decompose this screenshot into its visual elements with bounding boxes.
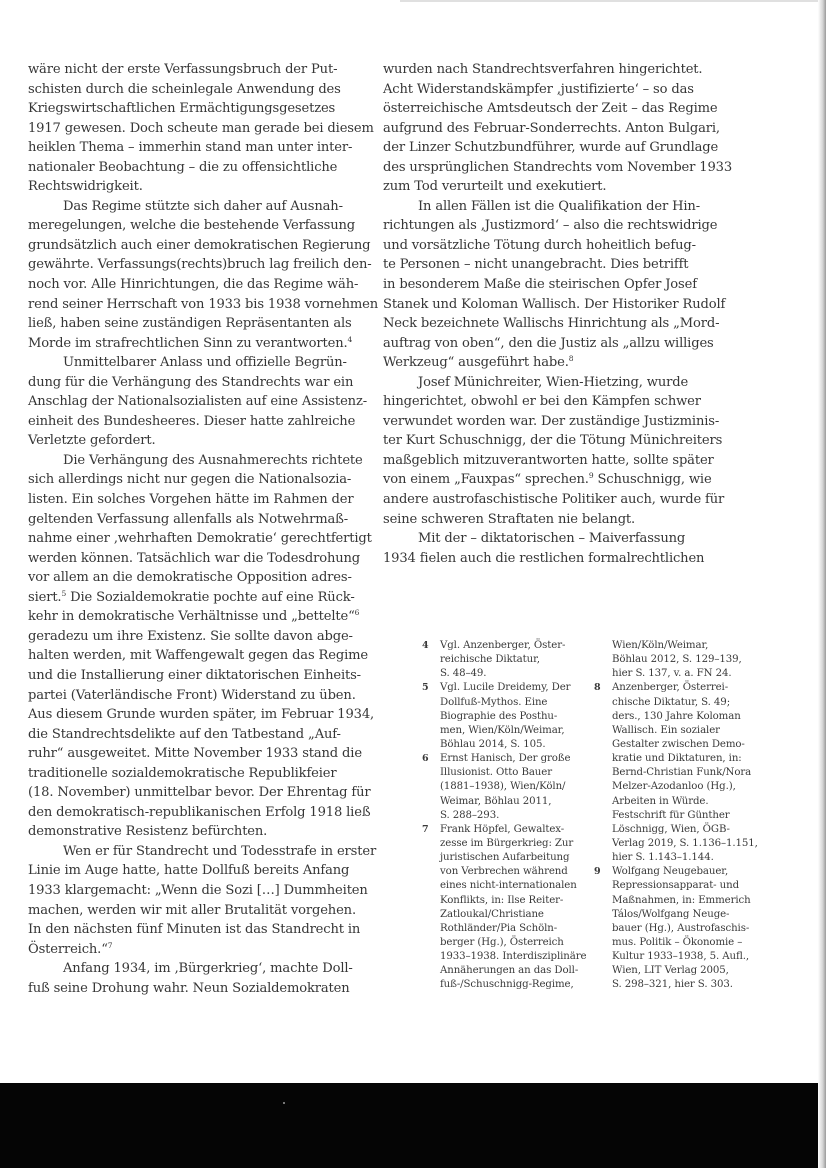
footnote-text: Böhlau 2014, S. 105. xyxy=(440,738,546,750)
text-line: einheit des Bundesheeres. Dieser hatte zahlreiche xyxy=(28,413,356,429)
footnote-line xyxy=(590,908,790,922)
footnote-line xyxy=(418,738,588,752)
footnote-entry xyxy=(590,865,790,992)
text-line: machen, werden wir mit aller Brutalität vorgehen. xyxy=(28,902,356,918)
paragraph xyxy=(28,197,379,353)
footnote-text: Festschrift für Günther xyxy=(612,809,730,821)
footnote-text: Böhlau 2012, S. 129–139, xyxy=(612,654,742,666)
footnote-line xyxy=(590,696,790,710)
footnote-line xyxy=(418,879,588,893)
footnote-line xyxy=(590,710,790,724)
body-text-left-column xyxy=(28,60,379,998)
text-line: Josef Münichreiter, Wien-Hietzing, wurde xyxy=(418,374,689,390)
footnote-line xyxy=(418,865,588,879)
footnote-line xyxy=(418,809,588,823)
text-line: ließ, haben seine zuständigen Repräsentanten als xyxy=(28,316,352,332)
footnote-line xyxy=(418,837,588,851)
text-line: (18. November) unmittelbar bevor. Der Ehrentag für xyxy=(28,785,371,801)
text-line: wurden nach Standrechtsverfahren hingerichtet. xyxy=(383,62,703,77)
footnote-line xyxy=(418,936,588,950)
paragraph xyxy=(383,529,733,568)
text-line: Kriegswirtschaftlichen Ermächtigungsgesetzes xyxy=(28,101,336,117)
footnote-line xyxy=(590,795,790,809)
footnote-line xyxy=(590,922,790,936)
footnote-entry xyxy=(418,681,588,752)
text-line: aufgrund des Februar-Sonderrechts. Anton Bulgari, xyxy=(383,120,720,136)
paragraph xyxy=(383,373,733,529)
text-line: zum Tod verurteilt und exekutiert. xyxy=(383,179,607,195)
text-line: schisten durch die scheinlegale Anwendung des xyxy=(28,81,341,97)
footnote-line xyxy=(418,964,588,978)
footnotes-column-2 xyxy=(590,639,790,993)
text-line: werden können. Tatsächlich war die Todesdrohung xyxy=(28,550,361,566)
text-line: ruhr“ ausgeweitet. Mitte November 1933 stand die xyxy=(28,746,362,762)
footnote-text: von Verbrechen während xyxy=(440,866,568,878)
text-line: Stanek und Koloman Wallisch. Der Historiker Rudolf xyxy=(383,296,726,312)
text-line: fuß seine Drohung wahr. Neun Sozialdemokraten xyxy=(28,980,350,996)
text-line: gewährte. Verfassungs(rechts)bruch lag freilich den- xyxy=(28,257,372,273)
footnote-text: S. 48–49. xyxy=(440,668,487,680)
footnote-line xyxy=(590,809,790,823)
footnote-reference[interactable]: 8 xyxy=(568,354,574,364)
footnote-line xyxy=(418,639,588,653)
text-line: den demokratisch-republikanischen Erfolg 1918 ließ xyxy=(28,804,371,820)
footnote-line xyxy=(590,639,790,653)
footnote-text: mus. Politik – Ökonomie – xyxy=(612,936,743,948)
footnote-text: Kultur 1933–1938, 5. Aufl., xyxy=(612,951,750,963)
footnote-number: 6 xyxy=(422,753,429,765)
text-line: des ursprünglichen Standrechts vom November 1933 xyxy=(383,159,733,175)
text-line: von einem „Fauxpas“ sprechen.$^9$ Schuschnigg, wie xyxy=(383,471,712,488)
body-text-right-column xyxy=(383,60,733,568)
text-line: In den nächsten fünf Minuten ist das Standrecht in xyxy=(28,922,361,938)
footnote-text: Illusionist. Otto Bauer xyxy=(440,767,552,779)
text-line: österreichische Amtsdeutsch der Zeit – das Regime xyxy=(383,101,718,117)
footnote-line xyxy=(418,922,588,936)
text-line: Die Verhängung des Ausnahmerechts richtete xyxy=(63,452,363,468)
footnote-text: Anzenberger, Österrei- xyxy=(612,682,729,694)
footnote-line xyxy=(418,724,588,738)
footnote-text: eines nicht-internationalen xyxy=(440,880,577,892)
footnote-line xyxy=(590,653,790,667)
footnote-line xyxy=(418,752,588,766)
text-line: dung für die Verhängung des Standrechts war ein xyxy=(28,374,354,390)
footnote-line xyxy=(590,766,790,780)
footnote-text: Ernst Hanisch, Der große xyxy=(440,753,571,765)
footnote-text: Rothländer/Pia Schöln- xyxy=(440,922,558,934)
footnote-line xyxy=(590,780,790,794)
footnote-entry xyxy=(418,639,588,681)
footnote-text: kratie und Diktaturen, in: xyxy=(612,753,742,765)
footnote-text: (1881–1938), Wien/Köln/ xyxy=(440,781,566,793)
footnote-text: berger (Hg.), Österreich xyxy=(440,936,564,948)
text-line: Acht Widerstandskämpfer ‚justifizierte‘ – so das xyxy=(383,81,694,97)
paragraph xyxy=(383,197,733,373)
footnote-line xyxy=(418,681,588,695)
footnote-text: Bernd-Christian Funk/Nora xyxy=(612,767,752,779)
text-line: Mit der – diktatorischen – Maiverfassung xyxy=(418,531,686,547)
paragraph xyxy=(28,353,373,451)
text-line: 1933 klargemacht: „Wenn die Sozi […] Dummheiten xyxy=(28,882,368,898)
footnote-line xyxy=(418,653,588,667)
footnote-text: Dollfuß-Mythos. Eine xyxy=(440,696,548,708)
page-right-edge-shadow xyxy=(818,0,826,1168)
paragraph xyxy=(28,451,373,842)
footnote-text: Melzer-Azodanloo (Hg.), xyxy=(612,781,736,793)
footnote-line xyxy=(418,710,588,724)
footnote-text: Gestalter zwischen Demo- xyxy=(612,738,745,750)
footnote-line xyxy=(590,752,790,766)
footnote-text: Tálos/Wolfgang Neuge- xyxy=(612,908,730,920)
footnote-text: Annäherungen an das Doll- xyxy=(440,965,579,977)
text-line: verwundet worden war. Der zuständige Justizminis- xyxy=(383,413,720,429)
footnote-number: 8 xyxy=(594,682,601,694)
footnote-line xyxy=(590,837,790,851)
text-line: In allen Fällen ist die Qualifikation der Hin- xyxy=(418,198,700,214)
text-line: maßgeblich mitzuverantworten hatte, sollte später xyxy=(383,452,714,468)
text-line: sich allerdings nicht nur gegen die Nationalsozia- xyxy=(28,472,352,488)
footnote-entry xyxy=(418,752,588,823)
text-line: traditionelle sozialdemokratische Republikfeier xyxy=(28,765,337,781)
text-line: Aus diesem Grunde wurden später, im Februar 1934, xyxy=(28,707,375,723)
footnote-line xyxy=(418,950,588,964)
footnote-text: Frank Höpfel, Gewaltex- xyxy=(440,823,565,835)
footnote-entry xyxy=(590,681,790,865)
footnote-text: Wallisch. Ein sozialer xyxy=(612,724,720,736)
footnote-reference[interactable]: 6 xyxy=(354,608,360,618)
footnote-line xyxy=(418,894,588,908)
footnote-line xyxy=(418,851,588,865)
text-line: geradezu um ihre Existenz. Sie sollte davon abge- xyxy=(28,628,353,644)
footnote-line xyxy=(590,667,790,681)
paragraph xyxy=(383,60,733,197)
footnote-line xyxy=(590,978,790,992)
text-line: Unmittelbarer Anlass und offizielle Begrün- xyxy=(63,355,347,371)
footnote-text: Wien, LIT Verlag 2005, xyxy=(612,965,729,977)
text-line: auftrag von oben“, den die Justiz als „allzu williges xyxy=(383,335,714,351)
footnote-line xyxy=(590,950,790,964)
text-line: Anschlag der Nationalsozialisten auf eine Assistenz- xyxy=(28,394,367,410)
footnote-text: bauer (Hg.), Austrofaschis- xyxy=(612,922,750,934)
footnote-text: Wien/Köln/Weimar, xyxy=(612,640,709,651)
text-line: partei (Vaterländische Front) Widerstand zu üben. xyxy=(28,687,356,703)
text-line: geltenden Verfassung allenfalls als Notwehrmaß- xyxy=(28,511,348,527)
footnote-line xyxy=(418,823,588,837)
footnote-text: Löschnigg, Wien, ÖGB- xyxy=(612,823,730,835)
footnote-text: Weimar, Böhlau 2011, xyxy=(440,795,552,807)
footnote-number: 4 xyxy=(422,640,429,651)
footnote-line xyxy=(590,894,790,908)
text-line: seine schweren Straftaten nie belangt. xyxy=(383,511,636,527)
footnote-line xyxy=(418,696,588,710)
footnote-text: S. 298–321, hier S. 303. xyxy=(612,979,733,991)
text-line: Anfang 1934, im ‚Bürgerkrieg‘, machte Doll- xyxy=(63,961,353,977)
footnote-text: Biographie des Posthu- xyxy=(440,710,558,722)
footnotes-column-1 xyxy=(418,639,588,993)
text-line: und vorsätzliche Tötung durch hoheitlich befug- xyxy=(383,237,696,253)
text-line: richtungen als ‚Justizmord‘ – also die rechtswidrige xyxy=(383,218,718,234)
footnote-number: 5 xyxy=(422,682,429,694)
footnote-line xyxy=(418,795,588,809)
footnote-line xyxy=(590,738,790,752)
text-line: Das Regime stützte sich daher auf Ausnah- xyxy=(63,198,343,214)
text-line: ter Kurt Schuschnigg, der die Tötung Münichreiters xyxy=(383,433,723,449)
footnote-text: Zatloukal/Christiane xyxy=(440,908,544,920)
text-line: vor allem an die demokratische Opposition adres- xyxy=(28,570,352,586)
paragraph xyxy=(28,959,373,998)
text-line: grundsätzlich auch einer demokratischen Regierung xyxy=(28,237,371,253)
text-line: kehr in demokratische Verhältnisse und „bettelte“$^6$ xyxy=(28,608,360,625)
text-line: te Personen – nicht unangebracht. Dies betrifft xyxy=(383,257,689,273)
footnote-text: Konflikts, in: Ilse Reiter- xyxy=(440,894,564,906)
text-line: nationaler Beobachtung – die zu offensichtliche xyxy=(28,159,338,175)
footnote-text: Maßnahmen, in: Emmerich xyxy=(612,894,751,906)
paragraph xyxy=(28,60,373,197)
footnote-number: 9 xyxy=(594,866,601,878)
footnote-line xyxy=(590,936,790,950)
footnote-reference[interactable]: 7 xyxy=(107,940,113,950)
scan-black-border xyxy=(0,1083,818,1168)
footnote-text: Vgl. Lucile Dreidemy, Der xyxy=(440,682,571,694)
footnote-line xyxy=(418,667,588,681)
footnote-reference[interactable]: 9 xyxy=(588,471,594,481)
text-line: heiklen Thema – immerhin stand man unter inter- xyxy=(28,140,353,156)
text-line: 1917 gewesen. Doch scheute man gerade bei diesem xyxy=(28,120,374,136)
text-line: siert.$^5$ Die Sozialdemokratie pochte auf eine Rück- xyxy=(28,588,355,605)
footnote-line xyxy=(590,724,790,738)
text-line: meregelungen, welche die bestehende Verfassung xyxy=(28,218,356,234)
footnote-text: fuß-/Schuschnigg-Regime, xyxy=(440,979,574,991)
footnote-text: chische Diktatur, S. 49; xyxy=(612,696,731,708)
paragraph xyxy=(28,842,377,959)
text-line: Rechtswidrigkeit. xyxy=(28,179,143,195)
text-line: demonstrative Resistenz befürchten. xyxy=(28,824,268,840)
footnote-line xyxy=(590,879,790,893)
text-line: und die Installierung einer diktatorischen Einheits- xyxy=(28,667,361,683)
page-top-edge xyxy=(400,0,818,2)
footnote-text: juristischen Aufarbeitung xyxy=(440,852,570,864)
text-line: andere austrofaschistische Politiker auch, wurde für xyxy=(383,492,725,508)
footnote-text: S. 288–293. xyxy=(440,809,500,821)
footnote-text: hier S. 137, v. a. FN 24. xyxy=(612,668,732,680)
footnote-line xyxy=(418,766,588,780)
footnote-reference[interactable]: 5 xyxy=(61,588,67,598)
text-line: nahme einer ‚wehrhaften Demokratie‘ gerechtfertigt xyxy=(28,531,372,547)
text-line: Morde im strafrechtlichen Sinn zu verantworten.$^4$ xyxy=(28,334,353,351)
footnote-text: hier S. 1.143–1.144. xyxy=(612,852,714,864)
text-line: rend seiner Herrschaft von 1933 bis 1938 vornehmen xyxy=(28,296,379,312)
footnote-line xyxy=(590,823,790,837)
text-line: der Linzer Schutzbundführer, wurde auf Grundlage xyxy=(383,140,719,156)
scan-dust-speck xyxy=(283,1102,285,1104)
footnote-text: ders., 130 Jahre Koloman xyxy=(612,710,741,722)
footnote-line xyxy=(590,851,790,865)
text-line: Werkzeug“ ausgeführt habe.$^8$ xyxy=(383,354,574,371)
footnote-text: Repressionsapparat- und xyxy=(612,880,740,892)
footnote-reference[interactable]: 4 xyxy=(347,334,353,344)
text-line: die Standrechtsdelikte auf den Tatbestand „Auf- xyxy=(28,726,341,742)
footnote-entry xyxy=(418,823,588,993)
text-line: Wen er für Standrecht und Todesstrafe in erster xyxy=(63,843,377,859)
text-line: Neck bezeichnete Wallischs Hinrichtung als „Mord- xyxy=(383,316,720,332)
text-line: Linie im Auge hatte, hatte Dollfuß bereits Anfang xyxy=(28,863,350,879)
text-line: Verletzte gefordert. xyxy=(28,433,156,449)
text-line: 1934 fielen auch die restlichen formalrechtlichen xyxy=(383,550,705,566)
footnote-text: reichische Diktatur, xyxy=(440,654,540,666)
text-line: listen. Ein solches Vorgehen hätte im Rahmen der xyxy=(28,492,354,508)
footnote-text: Wolfgang Neugebauer, xyxy=(612,866,729,878)
text-line: noch vor. Alle Hinrichtungen, die das Regime wäh- xyxy=(28,277,359,293)
footnote-line xyxy=(590,865,790,879)
footnote-line xyxy=(418,780,588,794)
footnote-line xyxy=(418,978,588,992)
footnote-number: 7 xyxy=(422,823,429,835)
footnote-entry xyxy=(590,639,790,681)
text-line: hingerichtet, obwohl er bei den Kämpfen schwer xyxy=(383,394,701,410)
footnote-line xyxy=(590,964,790,978)
footnote-line xyxy=(590,681,790,695)
text-line: in besonderem Maße die steirischen Opfer Josef xyxy=(383,277,697,293)
text-line: Österreich.“$^7$ xyxy=(28,940,113,957)
footnote-text: men, Wien/Köln/Weimar, xyxy=(440,724,565,736)
text-line: wäre nicht der erste Verfassungsbruch der Put- xyxy=(28,62,338,77)
footnote-text: zesse im Bürgerkrieg: Zur xyxy=(440,837,574,849)
footnote-text: 1933–1938. Interdisziplinäre xyxy=(440,951,587,963)
footnote-text: Verlag 2019, S. 1.136–1.151, xyxy=(612,837,758,849)
footnote-text: Arbeiten in Würde. xyxy=(612,795,709,807)
footnote-text: Vgl. Anzenberger, Öster- xyxy=(440,640,566,651)
footnote-line xyxy=(418,908,588,922)
text-line: halten werden, mit Waffengewalt gegen das Regime xyxy=(28,648,368,664)
